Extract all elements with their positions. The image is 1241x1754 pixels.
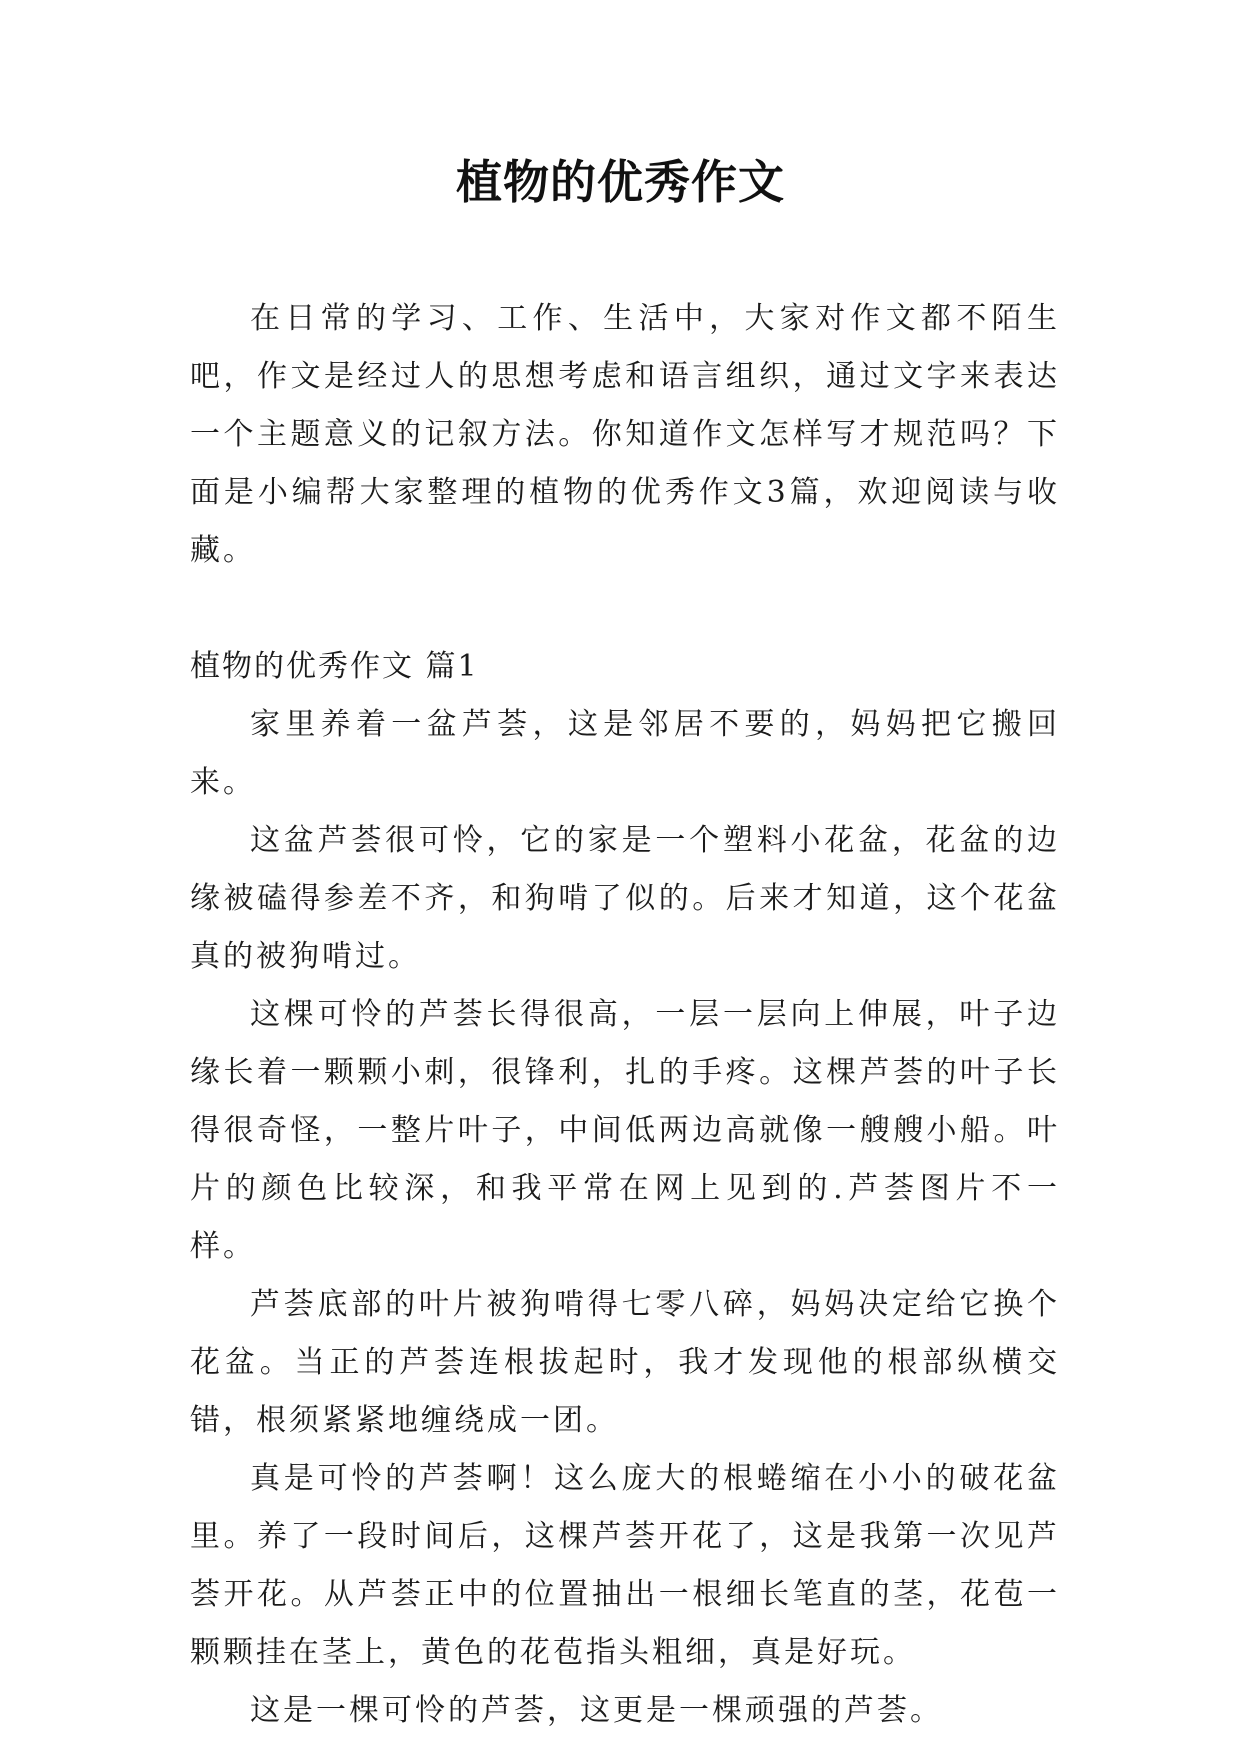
body-paragraph-3: 这棵可怜的芦荟长得很高，一层一层向上伸展，叶子边缘长着一颗颗小刺，很锋利，扎的手疼。这棵芦荟的叶子长得很奇怪，一整片叶子，中间低两边高就像一艘艘小船。叶片的颜色比较深，和我平常在网上见到的.芦荟图片不一样。 (190, 997, 1060, 1264)
document-title: 植物的优秀作文 (456, 155, 785, 209)
body-paragraph-5: 真是可怜的芦荟啊！这么庞大的根蜷缩在小小的破花盆里。养了一段时间后，这棵芦荟开花了，这是我第一次见芦荟开花。从芦荟正中的位置抽出一根细长笔直的茎，花苞一颗颗挂在茎上，黄色的花苞指头粗细，真是好玩。 (190, 1461, 1060, 1670)
body-paragraph-4: 芦荟底部的叶片被狗啃得七零八碎，妈妈决定给它换个花盆。当正的芦荟连根拔起时，我才发现他的根部纵横交错，根须紧紧地缠绕成一团。 (190, 1287, 1060, 1438)
body-paragraph-2: 这盆芦荟很可怜，它的家是一个塑料小花盆，花盆的边缘被磕得参差不齐，和狗啃了似的。后来才知道，这个花盆真的被狗啃过。 (190, 823, 1060, 974)
section-heading: 植物的优秀作文 篇1 (190, 649, 479, 684)
body-paragraph-1: 家里养着一盆芦荟，这是邻居不要的，妈妈把它搬回来。 (190, 707, 1060, 800)
body-paragraph-6: 这是一棵可怜的芦荟，这更是一棵顽强的芦荟。 (250, 1693, 943, 1728)
intro-paragraph: 在日常的学习、工作、生活中，大家对作文都不陌生吧，作文是经过人的思想考虑和语言组织，通过文字来表达一个主题意义的记叙方法。你知道作文怎样写才规范吗？下面是小编帮大家整理的植物的优秀作文3篇，欢迎阅读与收藏。 (190, 301, 1060, 568)
document-body (190, 290, 1060, 1740)
section-spacer (190, 580, 1060, 638)
